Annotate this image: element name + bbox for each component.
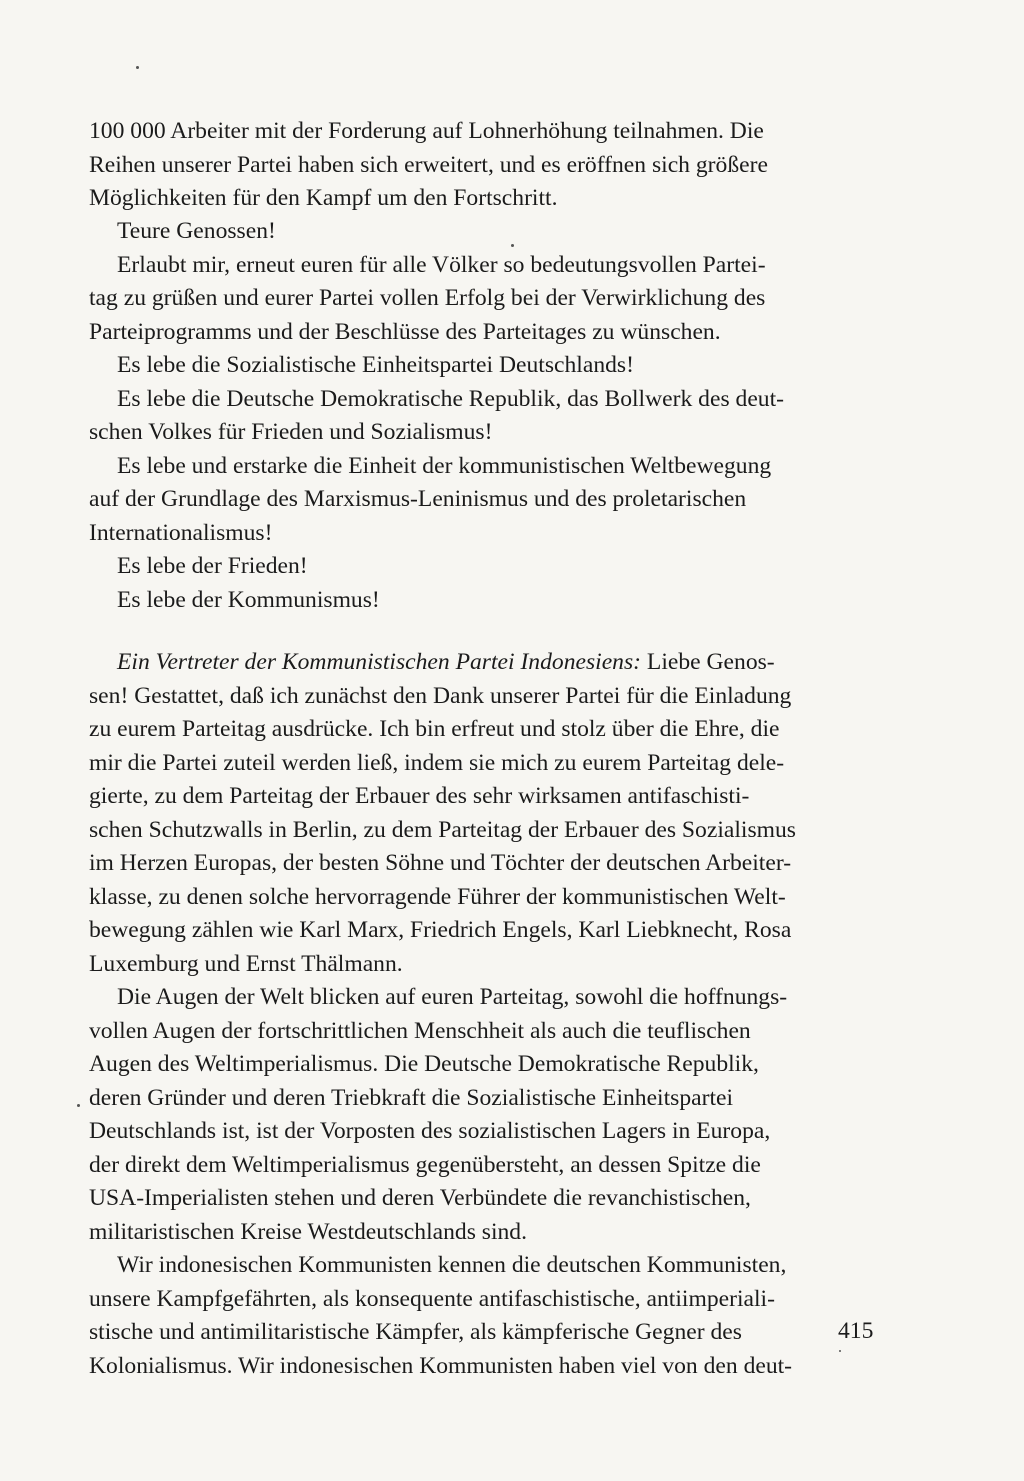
line-text: der direkt dem Weltimperialismus gegenübersteht, an dessen Spitze die [89, 1152, 761, 1178]
text-line [89, 315, 721, 349]
line-text: Liebe Genos- [641, 649, 775, 675]
text-line [89, 746, 784, 780]
line-text: tag zu grüßen und eurer Partei vollen Erfolg bei der Verwirklichung des [89, 285, 766, 311]
text-line [89, 846, 791, 880]
scan-speck [136, 66, 139, 69]
line-text: Wir indonesischen Kommunisten kennen die deutschen Kommunisten, [117, 1252, 787, 1278]
text-line [89, 148, 768, 182]
text-line [89, 348, 634, 382]
text-line [89, 549, 308, 583]
text-line [89, 913, 791, 947]
text-line [89, 583, 380, 617]
line-text: Teure Genossen! [117, 218, 276, 244]
text-line [89, 1114, 770, 1148]
line-text: sen! Gestattet, daß ich zunächst den Dank unserer Partei für die Einladung [89, 683, 792, 709]
text-line [89, 645, 775, 679]
line-text: Erlaubt mir, erneut euren für alle Völker so bedeutungsvollen Partei- [117, 252, 766, 278]
line-text: Kolonialismus. Wir indonesischen Kommunisten haben viel von den deut- [89, 1353, 793, 1379]
text-line [89, 947, 403, 981]
text-line [89, 415, 492, 449]
line-text: schen Volkes für Frieden und Sozialismus! [89, 419, 493, 445]
text-line [89, 382, 784, 416]
text-line [89, 281, 765, 315]
line-text: stische und antimilitaristische Kämpfer, als kämpferische Gegner des [89, 1319, 742, 1345]
text-line [89, 114, 764, 148]
line-text: schen Schutzwalls in Berlin, zu dem Parteitag der Erbauer des Sozialismus [89, 817, 796, 843]
line-text: Parteiprogramms und der Beschlüsse des Parteitages zu wünschen. [89, 319, 721, 345]
text-line [89, 679, 791, 713]
speaker-label: Ein Vertreter der Kommunistischen Partei Indonesiens: [117, 649, 642, 675]
text-line [89, 1349, 792, 1383]
text-line [89, 1215, 527, 1249]
line-text: zu eurem Parteitag ausdrücke. Ich bin erfreut und stolz über die Ehre, die [89, 716, 780, 742]
scan-speck [511, 244, 514, 247]
text-line [89, 1047, 759, 1081]
text-line [89, 1282, 775, 1316]
line-text: bewegung zählen wie Karl Marx, Friedrich Engels, Karl Liebknecht, Rosa [89, 917, 792, 943]
line-text: im Herzen Europas, der besten Söhne und Töchter der deutschen Arbeiter- [89, 850, 792, 876]
scan-speck [77, 1104, 80, 1107]
text-line [89, 1014, 751, 1048]
text-line [89, 813, 796, 847]
text-line [89, 248, 766, 282]
line-text: USA-Imperialisten stehen und deren Verbündete die revanchistischen, [89, 1185, 751, 1211]
line-text: unsere Kampfgefährten, als konsequente antifaschistische, antiimperiali- [89, 1286, 775, 1312]
line-text: Reihen unserer Partei haben sich erweitert, und es eröffnen sich größere [89, 152, 768, 178]
text-line [89, 1248, 786, 1282]
text-line [89, 1148, 761, 1182]
line-text: Es lebe der Kommunismus! [117, 587, 380, 613]
line-text: mir die Partei zuteil werden ließ, indem sie mich zu eurem Parteitag dele- [89, 750, 785, 776]
line-text: Es lebe die Deutsche Demokratische Republik, das Bollwerk des deut- [117, 386, 784, 412]
line-text: Luxemburg und Ernst Thälmann. [89, 951, 403, 977]
text-line [89, 779, 749, 813]
line-text: deren Gründer und deren Triebkraft die Sozialistische Einheitspartei [89, 1085, 734, 1111]
text-line [89, 516, 272, 550]
line-text: auf der Grundlage des Marxismus-Leninismus und des proletarischen [89, 486, 747, 512]
line-text: Deutschlands ist, ist der Vorposten des sozialistischen Lagers in Europa, [89, 1118, 771, 1144]
text-line [89, 980, 787, 1014]
line-text: Es lebe und erstarke die Einheit der kommunistischen Weltbewegung [117, 453, 772, 479]
line-text: Es lebe die Sozialistische Einheitspartei Deutschlands! [117, 352, 634, 378]
scan-speck [839, 1350, 841, 1352]
text-line [89, 482, 746, 516]
text-line [89, 1081, 733, 1115]
line-text: Augen des Weltimperialismus. Die Deutsche Demokratische Republik, [89, 1051, 759, 1077]
line-text: Es lebe der Frieden! [117, 553, 308, 579]
line-text: militaristischen Kreise Westdeutschlands sind. [89, 1219, 528, 1245]
line-text: Möglichkeiten für den Kampf um den Fortschritt. [89, 185, 558, 211]
text-line [89, 214, 276, 248]
line-text: gierte, zu dem Parteitag der Erbauer des sehr wirksamen antifaschisti- [89, 783, 750, 809]
line-text: vollen Augen der fortschrittlichen Menschheit als auch die teuflischen [89, 1018, 751, 1044]
line-text: Internationalismus! [89, 520, 273, 546]
page-number: 415 [838, 1318, 874, 1344]
text-line [89, 1181, 751, 1215]
text-line [89, 880, 786, 914]
line-text: klasse, zu denen solche hervorragende Führer der kommunistischen Welt- [89, 884, 786, 910]
text-line [89, 1315, 742, 1349]
line-text: Die Augen der Welt blicken auf euren Parteitag, sowohl die hoffnungs- [117, 984, 788, 1010]
text-line [89, 449, 771, 483]
text-line [89, 712, 780, 746]
text-line [89, 181, 558, 215]
line-text: 100 000 Arbeiter mit der Forderung auf Lohnerhöhung teilnahmen. Die [89, 118, 764, 144]
